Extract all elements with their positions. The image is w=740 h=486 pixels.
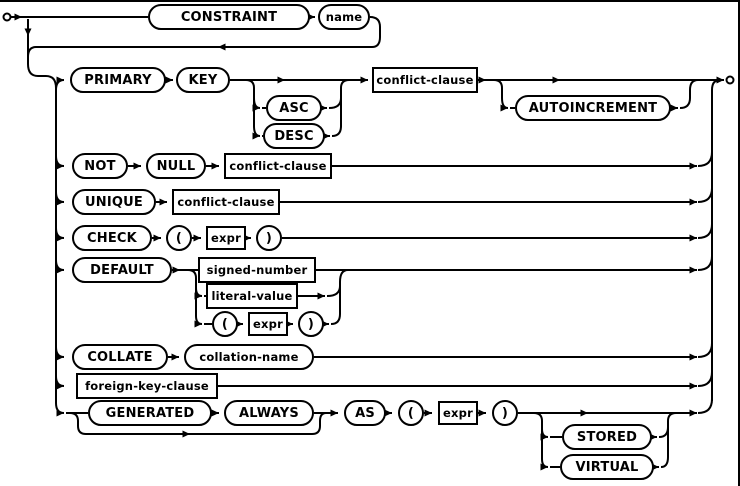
node-collation-name-token[interactable]: collation-name (184, 344, 314, 370)
node-unique-keyword: UNIQUE (72, 189, 156, 215)
node-generated-open-paren: ( (398, 400, 424, 426)
node-stored-keyword: STORED (562, 424, 652, 450)
node-collate-keyword: COLLATE (72, 344, 168, 370)
node-literal-value[interactable]: literal-value (206, 283, 298, 309)
node-conflict-clause-unique[interactable]: conflict-clause (172, 189, 280, 215)
node-check-expr[interactable]: expr (206, 226, 246, 250)
node-autoincrement-keyword: AUTOINCREMENT (515, 95, 671, 121)
node-check-open-paren: ( (166, 225, 192, 251)
node-constraint-keyword: CONSTRAINT (148, 4, 310, 30)
start-bullet (4, 14, 11, 21)
node-desc-keyword: DESC (263, 123, 325, 149)
node-generated-close-paren: ) (492, 400, 518, 426)
node-key-keyword: KEY (176, 67, 230, 93)
node-not-keyword: NOT (72, 153, 128, 179)
node-as-keyword: AS (344, 400, 386, 426)
node-check-keyword: CHECK (72, 225, 152, 251)
node-foreign-key-clause[interactable]: foreign-key-clause (76, 373, 218, 399)
node-default-keyword: DEFAULT (72, 257, 172, 283)
node-default-expr[interactable]: expr (248, 312, 288, 336)
node-null-keyword: NULL (146, 153, 206, 179)
node-conflict-clause-primary-key[interactable]: conflict-clause (372, 67, 478, 93)
node-name-token[interactable]: name (318, 4, 370, 30)
node-asc-keyword: ASC (266, 95, 322, 121)
end-bullet (727, 77, 734, 84)
node-check-close-paren: ) (256, 225, 282, 251)
node-virtual-keyword: VIRTUAL (560, 454, 654, 480)
node-signed-number[interactable]: signed-number (198, 257, 316, 283)
node-generated-expr[interactable]: expr (438, 401, 478, 425)
node-default-close-paren: ) (298, 311, 324, 337)
node-generated-keyword: GENERATED (88, 400, 212, 426)
node-default-open-paren: ( (212, 311, 238, 337)
node-conflict-clause-not-null[interactable]: conflict-clause (224, 153, 332, 179)
node-primary-keyword: PRIMARY (70, 67, 166, 93)
node-always-keyword: ALWAYS (224, 400, 314, 426)
